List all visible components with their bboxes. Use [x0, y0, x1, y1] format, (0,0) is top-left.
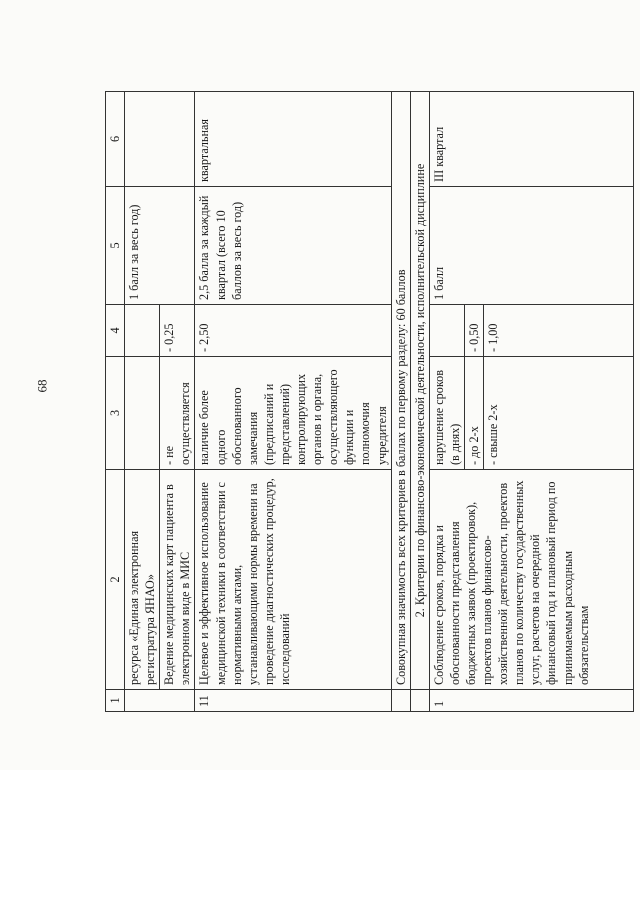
criterion-text: Ведение медицинских карт пациента в электронном виде в МИС — [160, 470, 195, 690]
max-score-text: 1 балл — [429, 187, 633, 305]
criterion-text: ресурса «Единая электронная регистратура ЯНАО» — [125, 470, 160, 690]
total-row — [391, 92, 410, 712]
header-col-6: 6 — [106, 92, 125, 187]
period-text — [125, 92, 195, 187]
criterion-text: Соблюдение сроков, порядка и обоснованности представления бюджетных заявок (проектировок), проектов планов финансово-хозяйственной деятельности, проектов планов по количеству государственных услуг, расчетов на очередной финансовый год и плановый период по принимаемым расходным обязательствам — [429, 470, 633, 690]
header-row — [106, 92, 125, 712]
row-number: 1 — [429, 690, 633, 712]
page-number: 68 — [34, 379, 50, 393]
score-value: - 0,25 — [160, 305, 195, 357]
header-col-3: 3 — [106, 357, 125, 470]
score-value: - 0,50 — [464, 305, 483, 357]
condition-text: нарушение сроков (в днях) — [429, 357, 464, 470]
condition-text: - до 2-х — [464, 357, 483, 470]
condition-text: - не осуществляется — [160, 357, 195, 470]
header-col-2: 2 — [106, 470, 125, 690]
period-text: III квартал — [429, 92, 633, 187]
row-number — [125, 690, 195, 712]
criterion-text: Целевое и эффективное использование медицинской техники в соответствии с нормативными актами, устанавливающими нормы времени на проведение диагностических процедур, исследований — [195, 470, 391, 690]
table-row — [429, 92, 464, 712]
header-col-4: 4 — [106, 305, 125, 357]
period-text: квартальная — [195, 92, 391, 187]
condition-text: - свыше 2-х — [484, 357, 634, 470]
row-number: 11 — [195, 690, 391, 712]
header-col-1: 1 — [106, 690, 125, 712]
score-value: - 1,00 — [484, 305, 634, 357]
score-value: - 2,50 — [195, 305, 391, 357]
criteria-table — [105, 91, 634, 712]
score-value — [429, 305, 464, 357]
table-row — [195, 92, 391, 712]
table-row — [125, 92, 160, 712]
max-score-text: 2,5 балла за каждый квартал (всего 10 баллов за весь год) — [195, 187, 391, 305]
max-score-text: 1 балл за весь год) — [125, 187, 195, 305]
score-value — [125, 305, 160, 357]
condition-text: наличие более одного обоснованного замечания (предписаний и представлений) контролирующих органов и органа, осуществляющего функции и полномочия учредителя — [195, 357, 391, 470]
total-text: Совокупная значимость всех критериев в баллах по первому разделу: 60 баллов — [391, 92, 410, 690]
rotated-table-container — [105, 92, 625, 712]
section-row — [410, 92, 429, 712]
blank-area — [0, 770, 640, 905]
section-title: 2. Критерии по финансово-экономической деятельности, исполнительской дисциплине — [410, 92, 429, 690]
condition-text — [125, 357, 160, 470]
header-col-5: 5 — [106, 187, 125, 305]
